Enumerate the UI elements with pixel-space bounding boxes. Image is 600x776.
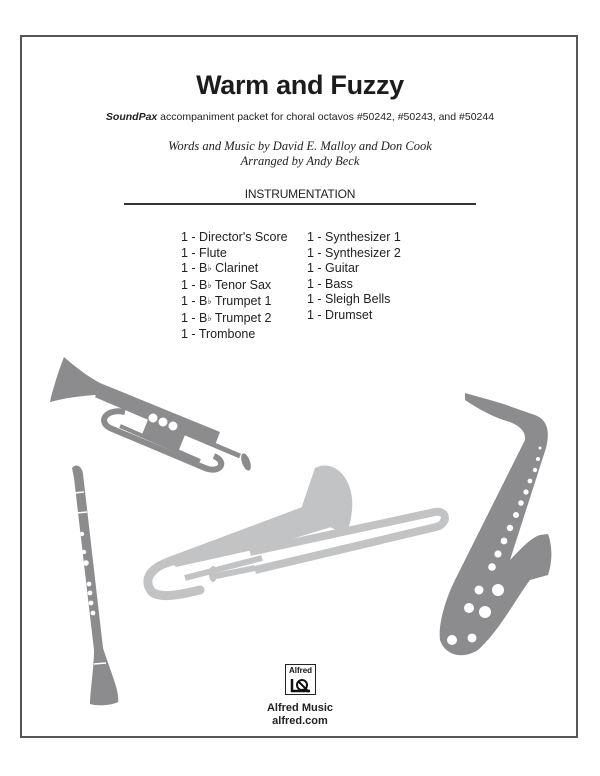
instrument-prefix: 1 - B: [181, 277, 208, 292]
instrument-item: 1 - Sleigh Bells: [307, 292, 391, 306]
instrument-item: 1 - Synthesizer 1: [307, 230, 401, 244]
saxophone-icon: [440, 393, 552, 655]
instrument-item: 1 - Guitar: [307, 261, 360, 275]
publisher-name: Alfred Music: [266, 702, 333, 714]
trumpet-icon: [50, 357, 253, 472]
page-title: Warm and Fuzzy: [196, 70, 404, 100]
words-music-credit: Words and Music by David E. Malloy and Don Cook: [168, 139, 432, 153]
trombone-icon: [148, 466, 445, 596]
alfred-logo: [285, 664, 316, 695]
flat-icon: ♭: [207, 263, 212, 273]
instrument-item: 1 - Trombone: [181, 327, 256, 341]
publisher: [0, 702, 600, 728]
clarinet-icon: [72, 466, 118, 706]
instrument-name: Tenor Sax: [211, 277, 272, 292]
instrument-name: Trumpet 2: [211, 310, 272, 325]
flat-icon: ♭: [207, 312, 212, 323]
instrument-item: 1 - Director's Score: [181, 230, 288, 244]
instrument-name: Clarinet: [211, 261, 259, 275]
instrument-name: Trumpet 1: [211, 294, 272, 308]
arranger-credit: Arranged by Andy Beck: [240, 154, 360, 168]
instrument-item: 1 - Drumset: [307, 307, 373, 322]
flat-icon: ♭: [207, 279, 212, 290]
logo-mark-icon: [287, 675, 315, 695]
instrumentation-heading: INSTRUMENTATION: [244, 187, 356, 201]
instrument-prefix: 1 - B: [181, 310, 208, 325]
subtitle-text: accompaniment packet for choral octavos #50242, #50243, and #50244: [157, 111, 495, 123]
instrument-item: 1 - Synthesizer 2: [307, 245, 401, 260]
flat-icon: ♭: [207, 296, 212, 306]
instrument-item: 1 - Flute: [181, 245, 227, 260]
logo-text: Alfred: [288, 666, 313, 675]
instrument-prefix: 1 - B: [181, 261, 208, 275]
subtitle-brand: SoundPax: [105, 111, 158, 123]
instrument-prefix: 1 - B: [181, 294, 208, 308]
instrument-item: 1 - Bass: [307, 276, 353, 291]
publisher-website: alfred.com: [272, 715, 328, 727]
